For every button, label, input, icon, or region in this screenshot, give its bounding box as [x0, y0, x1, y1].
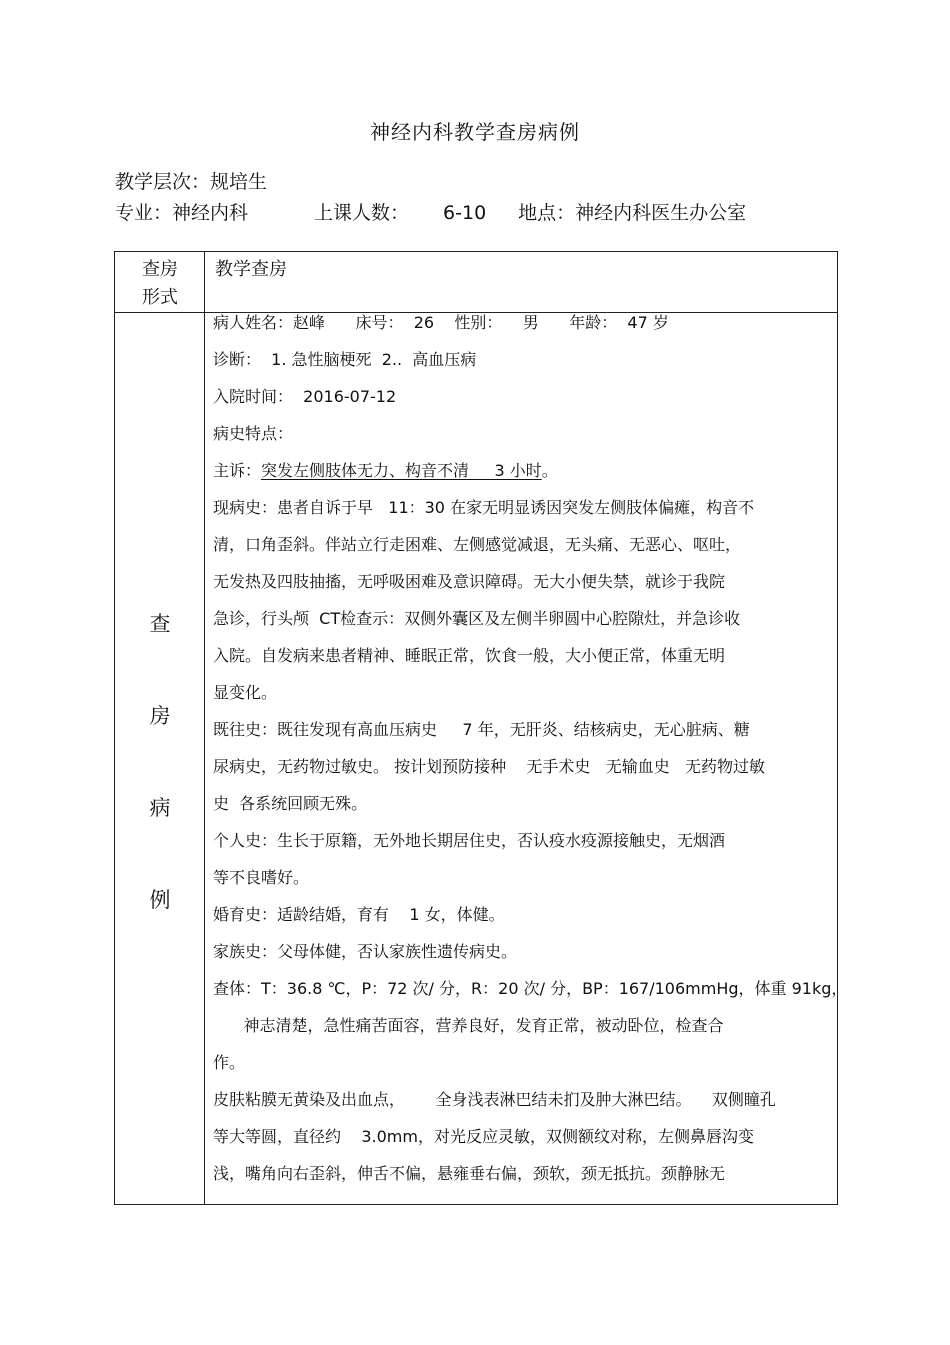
- personal-history-line: 等不良嗜好。: [213, 868, 310, 887]
- family-history-line: 家族史：父母体健，否认家族性遗传病史。: [213, 942, 518, 961]
- physical-exam-line: 查体：T：36.8 ℃，P：72 次/ 分，R：20 次/ 分，BP：167/106mmHg，体重 91kg，: [213, 979, 848, 998]
- attendee-count-value: 6-10: [443, 202, 487, 224]
- present-history-line: 入院。自发病来患者精神、睡眠正常，饮食一般，大小便正常，体重无明: [213, 646, 726, 665]
- personal-history-line: 个人史：生长于原籍，无外地长期居住史，否认疫水疫源接触史，无烟酒: [213, 831, 726, 850]
- round-form-row: [115, 252, 837, 313]
- chief-complaint-text: 突发左侧肢体无力、构音不清 3 小时: [261, 461, 542, 480]
- attendee-count-label: 上课人数：: [314, 202, 410, 224]
- location-text: 地点：神经内科医生办公室: [518, 202, 747, 224]
- exam-detail-line: 皮肤粘膜无黄染及出血点， 全身浅表淋巴结未扪及肿大淋巴结。 双侧瞳孔: [213, 1090, 776, 1109]
- present-history-line: 急诊，行头颅 CT检查示：双侧外囊区及左侧半卵圆中心腔隙灶，并急诊收: [213, 609, 741, 628]
- past-history-line: 史 各系统回顾无殊。: [213, 794, 368, 813]
- case-label-char-4: 例: [149, 888, 171, 912]
- chief-complaint-label: 主诉：: [213, 461, 262, 480]
- round-form-value: 教学查房: [215, 259, 287, 280]
- exam-detail-line: 浅，嘴角向右歪斜，伸舌不偏，悬雍垂右偏，颈软，颈无抵抗。颈静脉无: [213, 1164, 726, 1183]
- present-history-line: 无发热及四肢抽搐，无呼吸困难及意识障碍。无大小便失禁，就诊于我院: [213, 572, 726, 591]
- diagnosis-line: 诊断： 1. 急性脑梗死 2.. 高血压病: [213, 350, 477, 369]
- admission-date-line: 入院时间： 2016-07-12: [213, 387, 397, 406]
- case-label-cell: [115, 313, 205, 1204]
- past-history-line: 既往史：既往发现有高血压病史 7 年，无肝炎、结核病史，无心脏病、糖: [213, 720, 750, 739]
- round-form-value-cell: [205, 252, 837, 312]
- chief-complaint-line: 主诉：突发左侧肢体无力、构音不清 3 小时。: [213, 461, 558, 480]
- major-text: 专业：神经内科: [115, 202, 249, 224]
- teaching-level-text: 教学层次：规培生: [115, 171, 268, 193]
- ward-round-table: [114, 251, 848, 1205]
- physical-exam-line: 神志清楚，急性痛苦面容，营养良好，发育正常，被动卧位，检查合: [213, 1016, 724, 1035]
- document-title: 神经内科教学查房病例: [370, 120, 580, 144]
- round-form-label-line1: 查房: [142, 259, 178, 280]
- case-label-char-2: 房: [149, 704, 171, 728]
- past-history-line: 尿病史，无药物过敏史。 按计划预防接种 无手术史 无输血史 无药物过敏: [213, 757, 765, 776]
- teaching-level: [115, 167, 267, 194]
- case-content-cell: [205, 313, 848, 1204]
- case-row: [115, 313, 848, 1204]
- exam-detail-line: 等大等圆，直径约 3.0mm，对光反应灵敏，双侧额纹对称，左侧鼻唇沟变: [213, 1127, 754, 1146]
- present-history-line: 清，口角歪斜。伴站立行走困难、左侧感觉减退，无头痛、无恶心、呕吐，: [213, 535, 742, 554]
- physical-exam-line: 作。: [213, 1053, 246, 1072]
- present-history-line: 现病史：患者自诉于早 11：30 在家无明显诱因突发左侧肢体偏瘫，构音不: [213, 498, 755, 517]
- history-heading: 病史特点：: [213, 424, 294, 443]
- marital-history-line: 婚育史：适龄结婚，育有 1 女，体健。: [213, 905, 505, 924]
- course-info-line: [115, 198, 746, 225]
- present-history-line: 显变化。: [213, 683, 278, 702]
- round-form-label-cell: [115, 252, 205, 312]
- case-label-char-3: 病: [149, 796, 171, 820]
- round-form-label-line2: 形式: [142, 287, 178, 308]
- case-label-char-1: 查: [149, 612, 171, 636]
- patient-info-line: 病人姓名：赵峰 床号： 26 性别： 男 年龄： 47 岁: [213, 313, 669, 332]
